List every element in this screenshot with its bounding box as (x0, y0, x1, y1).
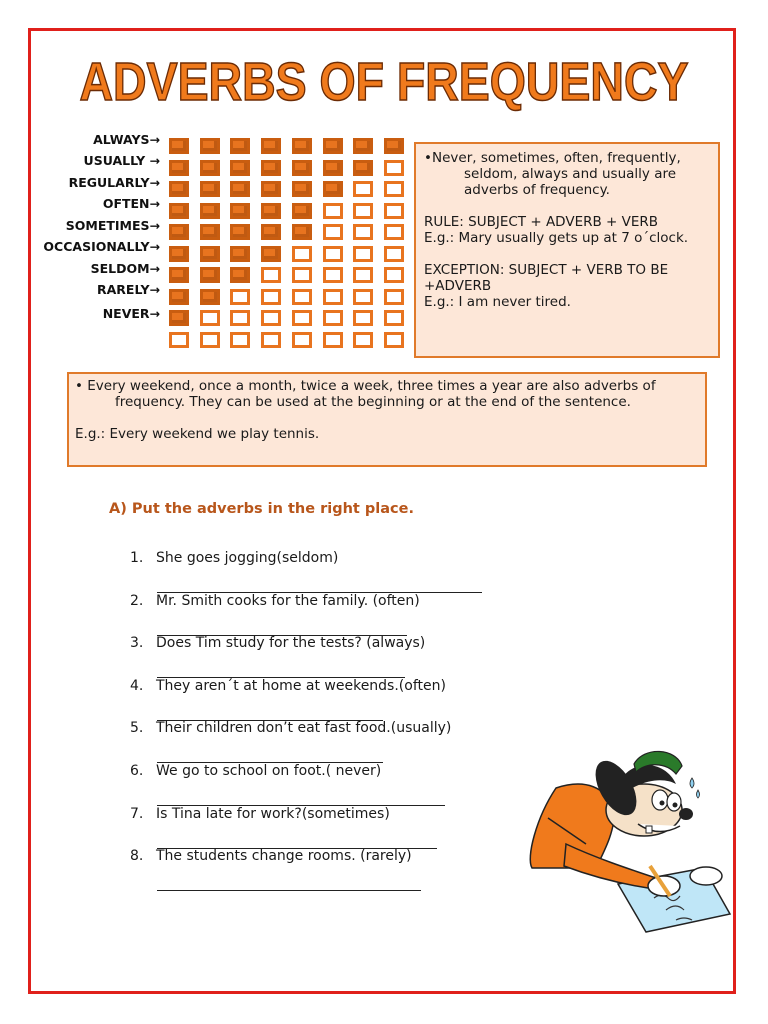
frequency-cell-empty (261, 267, 281, 283)
exercise-sentence: We go to school on foot.( never) (156, 763, 382, 779)
frequency-cell-empty (200, 310, 220, 326)
frequency-cell-filled (261, 181, 281, 197)
exercise-item (130, 550, 338, 566)
frequency-cell-empty (230, 310, 250, 326)
frequency-cell-filled (353, 138, 373, 154)
frequency-cell-empty (200, 332, 220, 348)
exception-line-2: +ADVERB (424, 278, 492, 294)
frequency-cell-empty (261, 310, 281, 326)
frequency-cell-empty (384, 267, 404, 283)
frequency-cell-filled (353, 160, 373, 176)
frequency-cell-empty (323, 289, 343, 305)
frequency-cell-empty (292, 289, 312, 305)
answer-line[interactable] (157, 890, 421, 891)
frequency-cell-empty (353, 310, 373, 326)
frequency-cell-filled (292, 160, 312, 176)
frequency-cell-empty (353, 246, 373, 262)
frequency-cell-filled (169, 246, 189, 262)
rule-text: RULE: SUBJECT + ADVERB + VERB (424, 214, 659, 230)
frequency-cell-filled (230, 181, 250, 197)
frequency-cell-empty (292, 267, 312, 283)
frequency-cell-empty (353, 224, 373, 240)
frequency-cell-filled (200, 246, 220, 262)
goofy-illustration (526, 748, 732, 934)
info-example: E.g.: Every weekend we play tennis. (75, 426, 320, 442)
exercise-number: 4. (130, 677, 144, 694)
frequency-cell-empty (384, 203, 404, 219)
exercise-item (130, 635, 425, 651)
exercise-item (130, 806, 390, 822)
frequency-label: OCCASIONALLY→ (43, 239, 160, 254)
frequency-cell-filled (230, 138, 250, 154)
frequency-cell-filled (200, 224, 220, 240)
frequency-cell-filled (292, 224, 312, 240)
frequency-cell-empty (353, 181, 373, 197)
frequency-cell-filled (292, 203, 312, 219)
frequency-cell-filled (169, 181, 189, 197)
info-line-2: frequency. They can be used at the beginning or at the end of the sentence. (115, 394, 631, 410)
rule-bullet-line-2: seldom, always and usually are (464, 166, 677, 182)
exercise-number: 6. (130, 763, 144, 779)
exercise-heading: A) Put the adverbs in the right place. (109, 501, 414, 517)
rule-bullet-line-3: adverbs of frequency. (464, 182, 610, 198)
frequency-cell-filled (261, 246, 281, 262)
rule-bullet: • Never, sometimes, often, frequently, seldom, always and usually are adverbs of frequency. (424, 150, 681, 198)
frequency-cell-empty (230, 289, 250, 305)
info-line-1: • Every weekend, once a month, twice a week, three times a year are also adverbs of (75, 378, 656, 394)
frequency-cell-filled (169, 138, 189, 154)
frequency-cell-empty (261, 332, 281, 348)
frequency-cell-filled (230, 267, 250, 283)
frequency-cell-filled (169, 160, 189, 176)
frequency-label: REGULARLY→ (68, 175, 160, 190)
frequency-cell-filled (200, 289, 220, 305)
frequency-cell-empty (323, 267, 343, 283)
exercise-number: 2. (130, 592, 144, 609)
exercise-sentence: Does Tim study for the tests? (always) (156, 635, 426, 652)
frequency-cell-filled (169, 267, 189, 283)
rule-example: E.g.: Mary usually gets up at 7 o´clock. (424, 230, 689, 246)
frequency-label: USUALLY → (83, 153, 160, 168)
frequency-cell-filled (261, 203, 281, 219)
frequency-cell-empty (384, 289, 404, 305)
frequency-label: ALWAYS→ (93, 132, 160, 147)
frequency-cell-filled (323, 160, 343, 176)
exercise-sentence: Is Tina late for work?(sometimes) (156, 805, 390, 822)
frequency-cell-filled (200, 160, 220, 176)
frequency-cell-filled (200, 181, 220, 197)
frequency-label: NEVER→ (102, 306, 160, 321)
exercise-item (130, 720, 451, 736)
frequency-cell-filled (230, 246, 250, 262)
frequency-cell-empty (384, 310, 404, 326)
frequency-cell-empty (353, 203, 373, 219)
frequency-cell-filled (200, 138, 220, 154)
exercise-item (130, 763, 381, 779)
frequency-cell-filled (230, 203, 250, 219)
frequency-cell-filled (169, 289, 189, 305)
frequency-cell-filled (261, 160, 281, 176)
exercise-item (130, 593, 420, 609)
rule-bullet-line-1: Never, sometimes, often, frequently, (432, 150, 681, 166)
frequency-cell-empty (353, 289, 373, 305)
info-box (67, 372, 707, 467)
exercise-item (130, 678, 446, 694)
frequency-cell-empty (384, 224, 404, 240)
frequency-cell-empty (169, 332, 189, 348)
exercise-item (130, 848, 412, 864)
frequency-label: RARELY→ (96, 282, 160, 297)
frequency-cell-filled (261, 224, 281, 240)
page-title: ADVERBS OF FREQUENCY (79, 52, 689, 112)
frequency-label: SELDOM→ (90, 261, 160, 276)
frequency-cell-empty (261, 289, 281, 305)
exercise-sentence: Their children don’t eat fast food.(usually) (156, 720, 452, 737)
frequency-cell-empty (384, 246, 404, 262)
frequency-cell-empty (323, 203, 343, 219)
frequency-cell-empty (353, 267, 373, 283)
frequency-cell-filled (169, 203, 189, 219)
exercise-sentence: Mr. Smith cooks for the family. (often) (156, 592, 420, 609)
frequency-cell-filled (169, 310, 189, 326)
frequency-cell-empty (323, 332, 343, 348)
frequency-cell-filled (230, 224, 250, 240)
frequency-cell-empty (353, 332, 373, 348)
frequency-label: SOMETIMES→ (65, 218, 160, 233)
frequency-cell-empty (292, 246, 312, 262)
rule-box (414, 142, 720, 358)
frequency-cell-filled (292, 181, 312, 197)
frequency-cell-empty (230, 332, 250, 348)
exception-line-1: EXCEPTION: SUBJECT + VERB TO BE (424, 262, 669, 278)
frequency-cell-empty (292, 310, 312, 326)
frequency-cell-empty (384, 332, 404, 348)
frequency-label: OFTEN→ (102, 196, 160, 211)
exception-example: E.g.: I am never tired. (424, 294, 571, 310)
exercise-sentence: The students change rooms. (rarely) (156, 848, 412, 865)
exercise-number: 5. (130, 720, 144, 737)
exercise-number: 1. (130, 550, 144, 566)
exercise-number: 7. (130, 805, 144, 822)
frequency-cell-filled (384, 138, 404, 154)
exercise-number: 3. (130, 635, 144, 652)
frequency-cell-filled (292, 138, 312, 154)
frequency-cell-filled (230, 160, 250, 176)
frequency-cell-empty (323, 224, 343, 240)
frequency-cell-empty (323, 310, 343, 326)
frequency-cell-filled (200, 203, 220, 219)
frequency-cell-filled (200, 267, 220, 283)
frequency-cell-empty (292, 332, 312, 348)
exercise-sentence: They aren´t at home at weekends.(often) (156, 677, 446, 694)
frequency-cell-empty (323, 246, 343, 262)
frequency-cell-filled (169, 224, 189, 240)
exercise-number: 8. (130, 848, 144, 865)
frequency-cell-filled (323, 181, 343, 197)
frequency-cell-empty (384, 160, 404, 176)
exercise-sentence: She goes jogging(seldom) (156, 550, 339, 566)
frequency-cell-filled (323, 138, 343, 154)
frequency-cell-empty (384, 181, 404, 197)
frequency-cell-filled (261, 138, 281, 154)
